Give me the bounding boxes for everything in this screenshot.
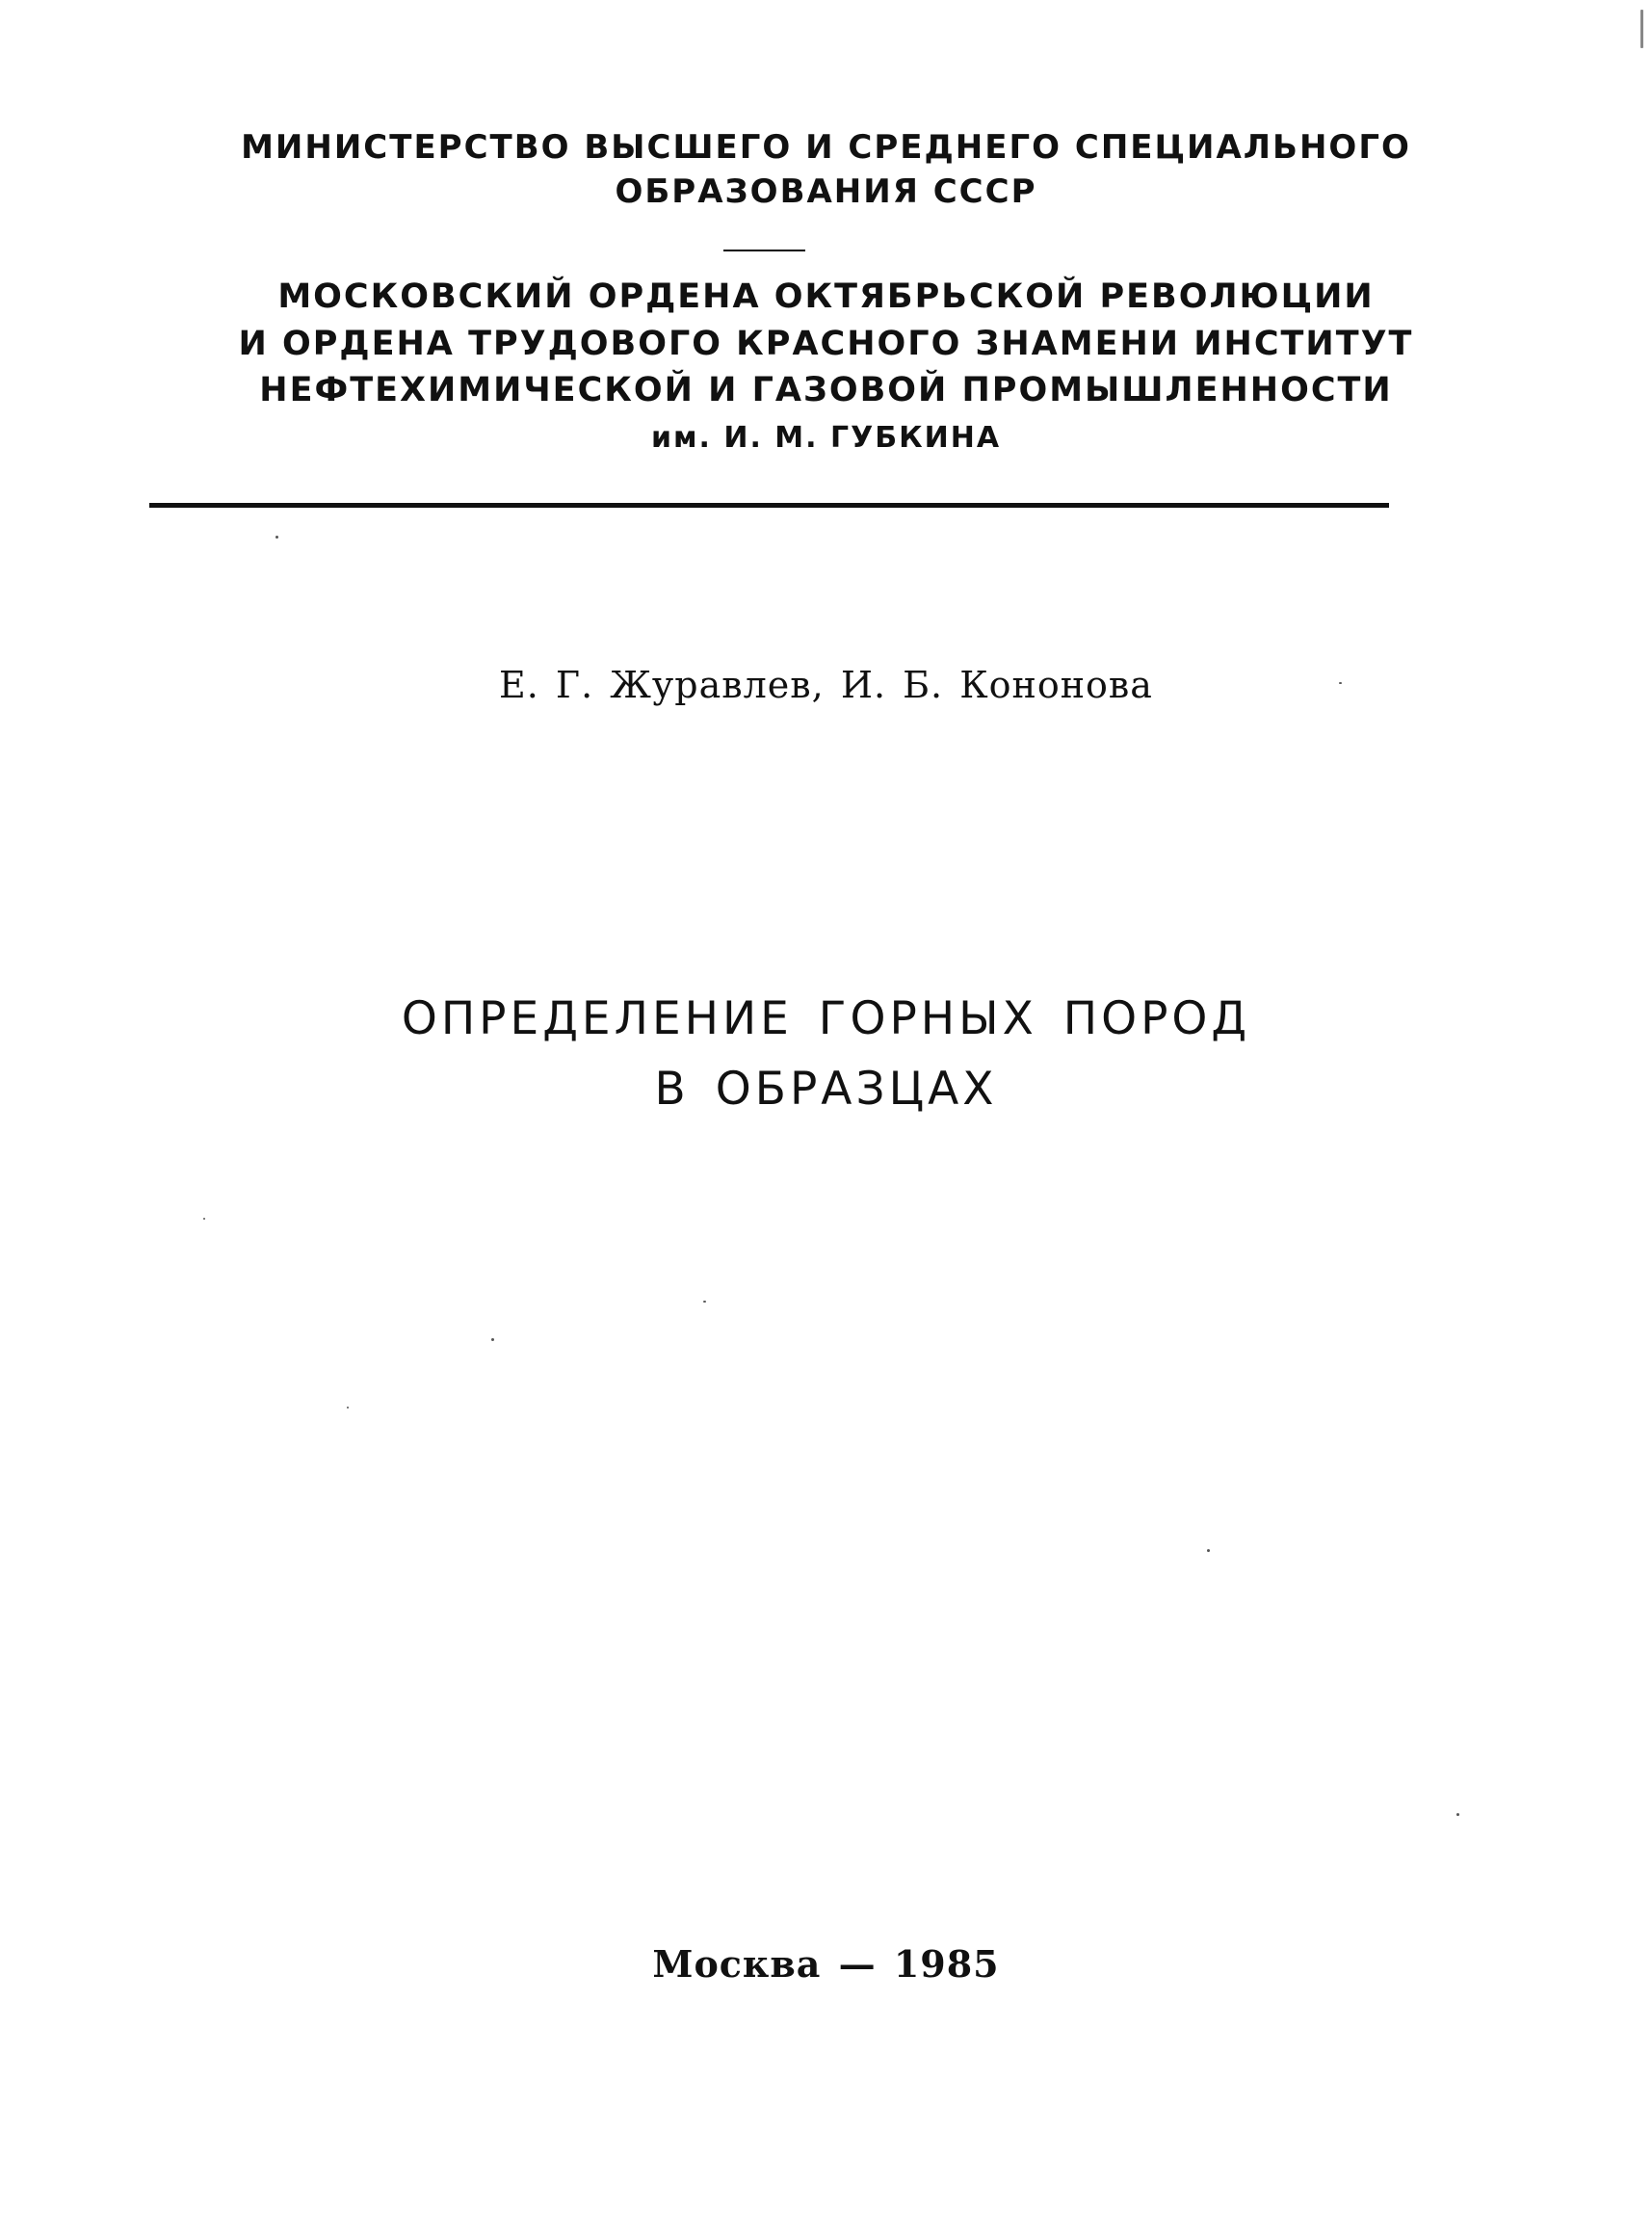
scan-speck <box>491 1338 494 1341</box>
imprint: Москва — 1985 <box>652 1942 1000 1986</box>
ministry-line-1: МИНИСТЕРСТВО ВЫСШЕГО И СРЕДНЕГО СПЕЦИАЛЬНОГО <box>241 128 1411 167</box>
header-divider <box>149 503 1389 508</box>
book-title-line-1: ОПРЕДЕЛЕНИЕ ГОРНЫХ ПОРОД <box>401 992 1251 1045</box>
institute-line-4: им. И. М. ГУБКИНА <box>650 421 1002 455</box>
institute-line-2: И ОРДЕНА ТРУДОВОГО КРАСНОГО ЗНАМЕНИ ИНСТИТУТ <box>238 325 1414 363</box>
institute-line-3: НЕФТЕХИМИЧЕСКОЙ И ГАЗОВОЙ ПРОМЫШЛЕННОСТИ <box>259 371 1393 409</box>
book-title-line-2: В ОБРАЗЦАХ <box>654 1063 998 1116</box>
scan-speck <box>275 536 278 539</box>
scan-speck <box>347 1407 349 1409</box>
scan-speck <box>1339 682 1342 684</box>
scan-speck <box>1207 1549 1210 1552</box>
institute-line-1: МОСКОВСКИЙ ОРДЕНА ОКТЯБРЬСКОЙ РЕВОЛЮЦИИ <box>277 277 1375 316</box>
scan-edge-mark <box>1640 10 1643 48</box>
scan-speck <box>1456 1813 1459 1816</box>
short-divider <box>723 250 805 251</box>
scan-speck <box>203 1218 205 1220</box>
scan-speck <box>703 1301 706 1303</box>
ministry-line-2: ОБРАЗОВАНИЯ СССР <box>615 172 1037 211</box>
authors: Е. Г. Журавлев, И. Б. Кононова <box>499 664 1153 706</box>
